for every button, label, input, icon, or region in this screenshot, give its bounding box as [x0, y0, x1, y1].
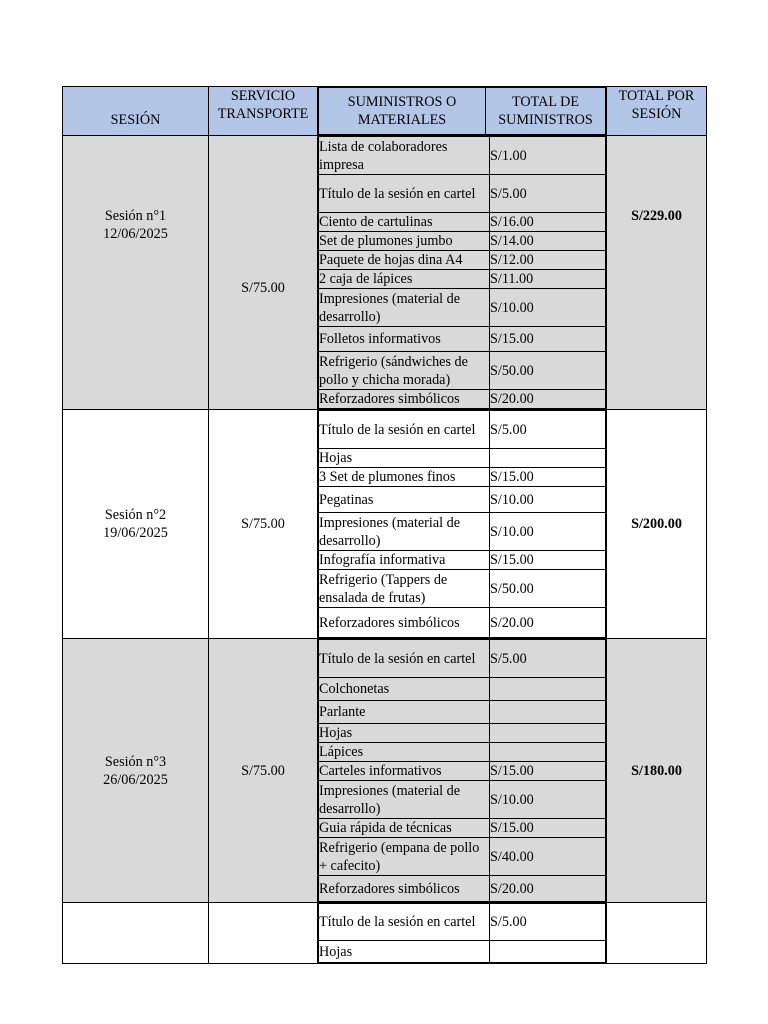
supply-label: Título de la sesión en cartel [319, 411, 490, 449]
supply-price: S/1.00 [490, 137, 606, 175]
supply-label: Lista de colaboradores impresa [319, 137, 490, 175]
supply-item [319, 411, 606, 449]
supply-label: Título de la sesión en cartel [319, 640, 490, 678]
supply-label: Infografía informativa [319, 551, 490, 570]
supply-item [319, 743, 606, 762]
supply-item [319, 819, 606, 838]
supply-label: 3 Set de plumones finos [319, 468, 490, 487]
supply-label: Refrigerio (Tappers de ensalada de frutas) [319, 570, 490, 608]
supply-item [319, 213, 606, 232]
supply-label: Guia rápida de técnicas [319, 819, 490, 838]
supplies-list [318, 903, 606, 963]
supply-price: S/5.00 [490, 640, 606, 678]
supply-item [319, 289, 606, 327]
supply-price: S/10.00 [490, 289, 606, 327]
supply-item [319, 513, 606, 551]
supply-label: Título de la sesión en cartel [319, 175, 490, 213]
supply-price: S/20.00 [490, 390, 606, 409]
supply-price: S/11.00 [490, 270, 606, 289]
supply-label: Impresiones (material de desarrollo) [319, 513, 490, 551]
supply-item [319, 724, 606, 743]
supply-label: Hojas [319, 724, 490, 743]
supply-price [490, 678, 606, 701]
supply-label: Hojas [319, 449, 490, 468]
supply-label: Lápices [319, 743, 490, 762]
supply-item [319, 838, 606, 876]
supply-label: Set de plumones jumbo [319, 232, 490, 251]
supply-price: S/20.00 [490, 876, 606, 902]
supply-item [319, 449, 606, 468]
supply-price: S/15.00 [490, 327, 606, 352]
supply-price: S/12.00 [490, 251, 606, 270]
transport-cost: S/75.00 [209, 639, 318, 903]
supply-item [319, 270, 606, 289]
supply-item [319, 781, 606, 819]
supply-item [319, 762, 606, 781]
supplies-list [318, 136, 606, 409]
supply-price: S/16.00 [490, 213, 606, 232]
session-name: Sesión n°2 [104, 507, 167, 523]
supply-price: S/15.00 [490, 762, 606, 781]
supply-label: Parlante [319, 701, 490, 724]
supply-label: Refrigerio (sándwiches de pollo y chicha morada) [319, 352, 490, 390]
session-date: 12/06/2025 [103, 226, 168, 242]
header-row [63, 87, 707, 136]
supply-item [319, 137, 606, 175]
session-total: S/180.00 [607, 639, 707, 903]
supply-label: Carteles informativos [319, 762, 490, 781]
supply-item [319, 327, 606, 352]
supply-item [319, 570, 606, 608]
session-name: Sesión n°3 [104, 753, 167, 770]
session-total: S/200.00 [607, 410, 707, 639]
supplies-cell [318, 410, 607, 639]
header-supplies-total: TOTAL DE SUMINISTROS [486, 88, 606, 135]
supply-item [319, 232, 606, 251]
transport-cost [209, 903, 318, 964]
supply-price: S/40.00 [490, 838, 606, 876]
supply-price: S/15.00 [490, 551, 606, 570]
supplies-cell [318, 639, 607, 903]
supply-price: S/20.00 [490, 608, 606, 638]
supply-label: Impresiones (material de desarrollo) [319, 781, 490, 819]
session-row [63, 410, 707, 639]
supply-label: Colchonetas [319, 678, 490, 701]
session-row [63, 903, 707, 964]
supply-item [319, 640, 606, 678]
transport-cost: S/75.00 [209, 410, 318, 639]
session-row [63, 136, 707, 410]
supply-item [319, 352, 606, 390]
supply-item [319, 608, 606, 638]
transport-cost: S/75.00 [209, 136, 318, 410]
session-row [63, 639, 707, 903]
supply-price: S/10.00 [490, 781, 606, 819]
supply-item [319, 904, 606, 941]
session-cell [63, 639, 209, 903]
session-date: 26/06/2025 [103, 771, 168, 788]
supply-item [319, 876, 606, 902]
supply-label: Ciento de cartulinas [319, 213, 490, 232]
session-date: 19/06/2025 [103, 525, 168, 541]
supplies-cell [318, 136, 607, 410]
supply-price: S/50.00 [490, 570, 606, 608]
budget-table [62, 86, 707, 964]
header-session-total: TOTAL POR SESIÓN [607, 87, 707, 136]
supply-price [490, 449, 606, 468]
supply-price: S/5.00 [490, 904, 606, 941]
supply-price [490, 724, 606, 743]
header-transport: SERVICIO TRANSPORTE [209, 87, 318, 136]
session-name: Sesión n°1 [104, 208, 167, 224]
supply-price: S/50.00 [490, 352, 606, 390]
session-cell [63, 410, 209, 639]
supply-item [319, 468, 606, 487]
session-total: S/229.00 [607, 136, 707, 410]
supply-price: S/10.00 [490, 487, 606, 513]
session-cell [63, 136, 209, 410]
header-session: SESIÓN [63, 87, 209, 136]
supply-price: S/10.00 [490, 513, 606, 551]
supply-label: Reforzadores simbólicos [319, 608, 490, 638]
supply-label: Impresiones (material de desarrollo) [319, 289, 490, 327]
supply-label: Refrigerio (empana de pollo + cafecito) [319, 838, 490, 876]
header-inner [318, 87, 606, 135]
supply-label: Pegatinas [319, 487, 490, 513]
supply-label: Folletos informativos [319, 327, 490, 352]
header-supplies: SUMINISTROS O MATERIALES [319, 88, 486, 135]
supply-item [319, 701, 606, 724]
supply-label: 2 caja de lápices [319, 270, 490, 289]
header-supplies-block [318, 87, 607, 136]
supply-item [319, 941, 606, 963]
supply-price: S/14.00 [490, 232, 606, 251]
supply-label: Reforzadores simbólicos [319, 390, 490, 409]
supply-price: S/15.00 [490, 819, 606, 838]
supply-price: S/5.00 [490, 411, 606, 449]
supply-price [490, 941, 606, 963]
supply-label: Reforzadores simbólicos [319, 876, 490, 902]
supply-label: Hojas [319, 941, 490, 963]
supplies-list [318, 639, 606, 902]
session-total [607, 903, 707, 964]
supply-item [319, 175, 606, 213]
supply-item [319, 251, 606, 270]
supplies-list [318, 410, 606, 638]
supply-label: Paquete de hojas dina A4 [319, 251, 490, 270]
supply-price [490, 743, 606, 762]
supply-item [319, 390, 606, 409]
supply-price: S/15.00 [490, 468, 606, 487]
supply-item [319, 678, 606, 701]
session-cell [63, 903, 209, 964]
supplies-cell [318, 903, 607, 964]
supply-item [319, 487, 606, 513]
supply-price: S/5.00 [490, 175, 606, 213]
supply-label: Título de la sesión en cartel [319, 904, 490, 941]
supply-item [319, 551, 606, 570]
supply-price [490, 701, 606, 724]
